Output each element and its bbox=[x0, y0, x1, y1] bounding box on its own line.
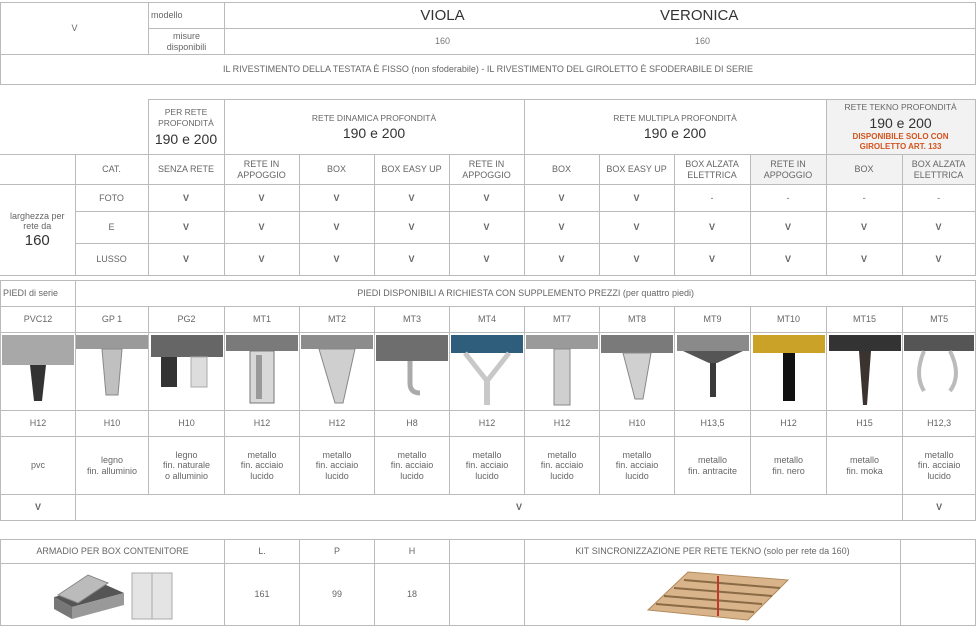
table-cell: V bbox=[148, 244, 224, 276]
leg-height: H12 bbox=[450, 411, 525, 437]
series-letter: V bbox=[1, 3, 149, 55]
row-e bbox=[0, 212, 975, 244]
leg-gp1-icon bbox=[76, 335, 148, 409]
leg-photo-mt9 bbox=[675, 333, 751, 411]
dim-value-l: 161 bbox=[225, 564, 300, 626]
leg-photo-mt10 bbox=[751, 333, 827, 411]
table-cell: V bbox=[902, 212, 975, 244]
leg-pvc12-icon bbox=[2, 335, 74, 409]
leg-height: H12 bbox=[225, 411, 300, 437]
leg-photo-mt3 bbox=[375, 333, 450, 411]
misura-viola: 160 bbox=[434, 36, 451, 47]
leg-height: H12 bbox=[1, 411, 76, 437]
leg-material: metallo fin. antracite bbox=[675, 437, 751, 495]
group-senza-rete: PER RETE PROFONDITÀ 190 e 200 bbox=[148, 100, 224, 155]
leg-material: metallo fin. acciaio lucido bbox=[600, 437, 675, 495]
leg-material: metallo fin. nero bbox=[751, 437, 827, 495]
table-cell: V bbox=[449, 185, 524, 212]
slatted-base-icon bbox=[628, 566, 798, 624]
leg-code: MT5 bbox=[903, 307, 976, 333]
leg-material: metallo fin. acciaio lucido bbox=[450, 437, 525, 495]
leg-check-richiesta: V bbox=[76, 495, 903, 521]
misure-label: misure disponibili bbox=[149, 29, 225, 55]
table-cell: V bbox=[299, 212, 374, 244]
col-tekno-elettrica: BOX ALZATA ELETTRICA bbox=[902, 155, 975, 185]
leg-code: GP 1 bbox=[76, 307, 149, 333]
col-tekno-box: BOX bbox=[826, 155, 902, 185]
leg-photo-pg2 bbox=[149, 333, 225, 411]
col-multipla-appoggio: RETE IN APPOGGIO bbox=[449, 155, 524, 185]
modello-label: modello bbox=[149, 3, 225, 29]
leg-height: H12 bbox=[751, 411, 827, 437]
leg-photo-mt8 bbox=[600, 333, 675, 411]
armadio-photo bbox=[1, 564, 225, 626]
row-lusso bbox=[0, 244, 975, 276]
table-cell: V bbox=[599, 185, 674, 212]
table-cell: - bbox=[826, 185, 902, 212]
table-cell: V bbox=[374, 212, 449, 244]
leg-code: MT3 bbox=[375, 307, 450, 333]
model-table bbox=[0, 2, 976, 85]
leg-material: metallo fin. acciaio lucido bbox=[300, 437, 375, 495]
piedi-serie-label: PIEDI di serie bbox=[1, 281, 76, 307]
table-cell: V bbox=[299, 244, 374, 276]
cat-lusso: LUSSO bbox=[75, 244, 148, 276]
table-cell: V bbox=[750, 212, 826, 244]
leg-mt9-icon bbox=[677, 335, 749, 409]
leg-check-mt5: V bbox=[903, 495, 976, 521]
leg-photo-mt4 bbox=[450, 333, 525, 411]
leg-height: H12 bbox=[300, 411, 375, 437]
leg-code: PVC12 bbox=[1, 307, 76, 333]
table-cell: V bbox=[524, 212, 599, 244]
group-rete-multipla: RETE MULTIPLA PROFONDITÀ 190 e 200 bbox=[524, 100, 826, 155]
col-senza-rete: SENZA RETE bbox=[148, 155, 224, 185]
table-cell: V bbox=[374, 185, 449, 212]
model-names bbox=[225, 3, 976, 29]
piedi-richiesta-label: PIEDI DISPONIBILI A RICHIESTA CON SUPPLEMENTO PREZZI (per quattro piedi) bbox=[76, 281, 976, 307]
leg-height: H10 bbox=[149, 411, 225, 437]
col-dinamica-easyup: BOX EASY UP bbox=[374, 155, 449, 185]
reti-table bbox=[0, 99, 976, 276]
leg-code: MT9 bbox=[675, 307, 751, 333]
table-cell: V bbox=[674, 212, 750, 244]
kit-photo bbox=[525, 564, 901, 626]
leg-photo-mt2 bbox=[300, 333, 375, 411]
leg-mt2-icon bbox=[301, 335, 373, 409]
leg-material: metallo fin. acciaio lucido bbox=[525, 437, 600, 495]
leg-material: metallo fin. acciaio lucido bbox=[903, 437, 976, 495]
dim-value-p: 99 bbox=[300, 564, 375, 626]
group-rete-dinamica: RETE DINAMICA PROFONDITÀ 190 e 200 bbox=[224, 100, 524, 155]
table-cell: V bbox=[224, 212, 299, 244]
kit-label: KIT SINCRONIZZAZIONE PER RETE TEKNO (solo per rete da 160) bbox=[525, 540, 901, 564]
leg-mt15-icon bbox=[829, 335, 901, 409]
leg-code: MT4 bbox=[450, 307, 525, 333]
group-rete-tekno: RETE TEKNO PROFONDITÀ 190 e 200 DISPONIBILE SOLO CON GIROLETTO ART. 133 bbox=[826, 100, 975, 155]
leg-photo-mt15 bbox=[827, 333, 903, 411]
leg-material: metallo fin. moka bbox=[827, 437, 903, 495]
table-cell: V bbox=[902, 244, 975, 276]
leg-mt1-icon bbox=[226, 335, 298, 409]
leg-code: PG2 bbox=[149, 307, 225, 333]
leg-photo-mt7 bbox=[525, 333, 600, 411]
leg-photo-gp1 bbox=[76, 333, 149, 411]
table-cell: V bbox=[449, 212, 524, 244]
leg-photo-mt1 bbox=[225, 333, 300, 411]
table-cell: - bbox=[674, 185, 750, 212]
cat-label: CAT. bbox=[75, 155, 148, 185]
col-multipla-box: BOX bbox=[524, 155, 599, 185]
dim-label-l: L. bbox=[225, 540, 300, 564]
storage-box-icon bbox=[48, 567, 178, 623]
larghezza-cell: larghezza per rete da 160 bbox=[0, 185, 75, 276]
table-cell: V bbox=[674, 244, 750, 276]
row-foto bbox=[0, 185, 975, 212]
leg-mt3-icon bbox=[376, 335, 448, 409]
leg-mt7-icon bbox=[526, 335, 598, 409]
cat-e: E bbox=[75, 212, 148, 244]
armadio-label: ARMADIO PER BOX CONTENITORE bbox=[1, 540, 225, 564]
leg-check-serie: V bbox=[1, 495, 76, 521]
table-cell: V bbox=[299, 185, 374, 212]
model-viola: VIOLA bbox=[420, 6, 465, 24]
table-cell: V bbox=[826, 212, 902, 244]
leg-photo-pvc12 bbox=[1, 333, 76, 411]
table-cell: V bbox=[750, 244, 826, 276]
leg-code: MT10 bbox=[751, 307, 827, 333]
rivestimento-notice: IL RIVESTIMENTO DELLA TESTATA È FISSO (non sfoderabile) - IL RIVESTIMENTO DEL GIROLETTO È SFODERABILE DI SERIE bbox=[1, 55, 976, 85]
leg-height: H12,3 bbox=[903, 411, 976, 437]
leg-code: MT8 bbox=[600, 307, 675, 333]
leg-code: MT2 bbox=[300, 307, 375, 333]
table-cell: V bbox=[148, 212, 224, 244]
leg-mt5-icon bbox=[904, 335, 974, 409]
leg-material: metallo fin. acciaio lucido bbox=[375, 437, 450, 495]
col-multipla-easyup: BOX EASY UP bbox=[599, 155, 674, 185]
leg-code: MT15 bbox=[827, 307, 903, 333]
model-veronica: VERONICA bbox=[660, 6, 739, 24]
table-cell: V bbox=[374, 244, 449, 276]
tekno-note: DISPONIBILE SOLO CON GIROLETTO ART. 133 bbox=[852, 132, 949, 152]
col-dinamica-appoggio: RETE IN APPOGGIO bbox=[224, 155, 299, 185]
leg-height: H8 bbox=[375, 411, 450, 437]
leg-height: H15 bbox=[827, 411, 903, 437]
cat-foto: FOTO bbox=[75, 185, 148, 212]
dim-label-p: P bbox=[300, 540, 375, 564]
dim-value-h: 18 bbox=[375, 564, 450, 626]
leg-height: H12 bbox=[525, 411, 600, 437]
leg-height: H10 bbox=[76, 411, 149, 437]
leg-material: metallo fin. acciaio lucido bbox=[225, 437, 300, 495]
piedi-table bbox=[0, 280, 976, 521]
table-cell: V bbox=[599, 244, 674, 276]
leg-height: H13,5 bbox=[675, 411, 751, 437]
table-cell: - bbox=[750, 185, 826, 212]
table-cell: V bbox=[524, 185, 599, 212]
table-cell: V bbox=[224, 244, 299, 276]
leg-material: pvc bbox=[1, 437, 76, 495]
leg-height: H10 bbox=[600, 411, 675, 437]
leg-code: MT1 bbox=[225, 307, 300, 333]
dim-label-h: H bbox=[375, 540, 450, 564]
table-cell: - bbox=[902, 185, 975, 212]
table-cell: V bbox=[826, 244, 902, 276]
col-tekno-appoggio: RETE IN APPOGGIO bbox=[750, 155, 826, 185]
misure-values bbox=[225, 29, 976, 55]
leg-mt10-icon bbox=[753, 335, 825, 409]
leg-mt8-icon bbox=[601, 335, 673, 409]
leg-mt4-icon bbox=[451, 335, 523, 409]
misura-veronica: 160 bbox=[695, 36, 711, 47]
leg-photo-mt5 bbox=[903, 333, 976, 411]
col-dinamica-box: BOX bbox=[299, 155, 374, 185]
leg-code: MT7 bbox=[525, 307, 600, 333]
table-cell: V bbox=[599, 212, 674, 244]
table-cell: V bbox=[224, 185, 299, 212]
leg-material: legno fin. alluminio bbox=[76, 437, 149, 495]
leg-material: legno fin. naturale o alluminio bbox=[149, 437, 225, 495]
accessori-table bbox=[0, 539, 976, 626]
table-cell: V bbox=[148, 185, 224, 212]
table-cell: V bbox=[449, 244, 524, 276]
leg-pg2-icon bbox=[151, 335, 223, 409]
col-multipla-elettrica: BOX ALZATA ELETTRICA bbox=[674, 155, 750, 185]
table-cell: V bbox=[524, 244, 599, 276]
